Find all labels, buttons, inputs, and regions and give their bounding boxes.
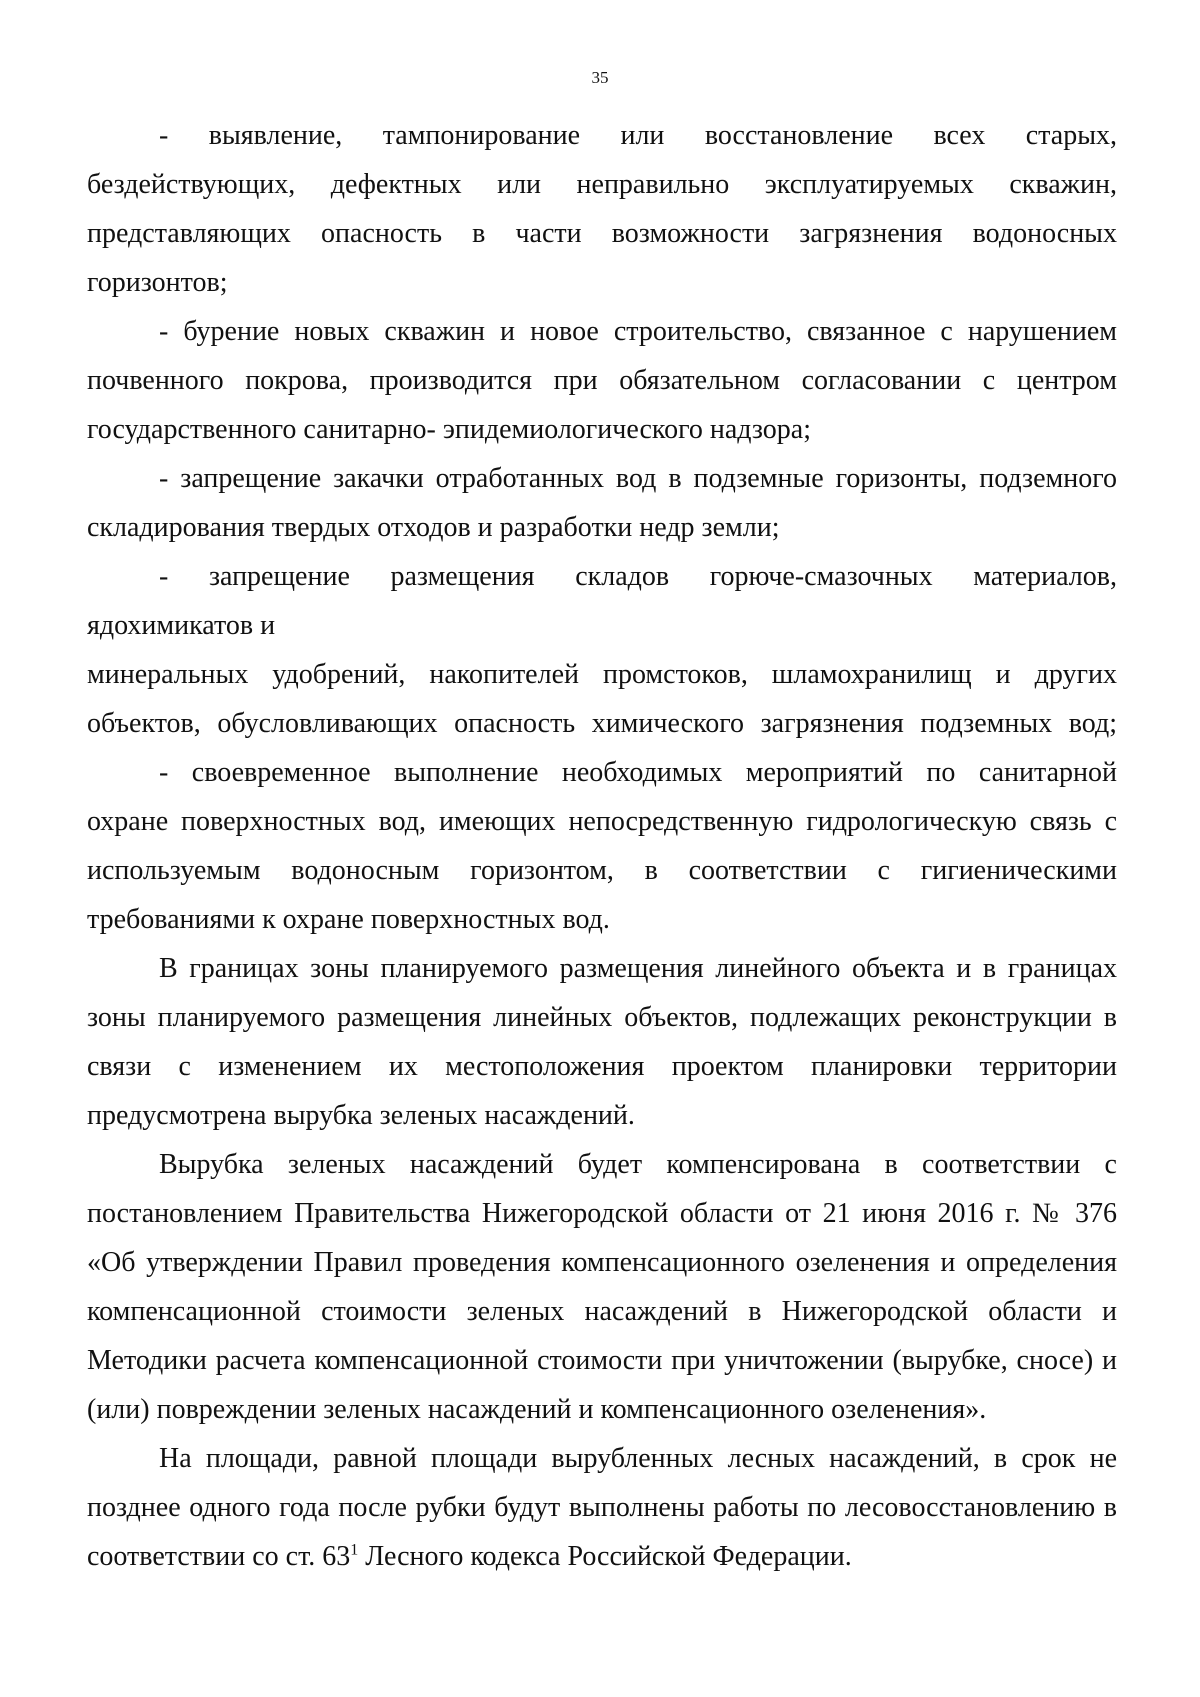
text-fragment: Лесного кодекса Российской Федерации. xyxy=(358,1541,852,1572)
text-line: почвенного покрова, производится при обязательном согласовании с центром xyxy=(87,365,1117,396)
text-line: минеральных удобрений, накопителей промстоков, шламохранилищ и других xyxy=(87,659,1117,690)
text-line: охране поверхностных вод, имеющих непосредственную гидрологическую связь с xyxy=(87,806,1117,837)
text-line: горизонтов; xyxy=(87,267,228,298)
text-line: зоны планируемого размещения линейных объектов, подлежащих реконструкции в xyxy=(87,1002,1117,1033)
text-line: бездействующих, дефектных или неправильно эксплуатируемых скважин, xyxy=(87,169,1117,200)
text-line: складирования твердых отходов и разработки недр земли; xyxy=(87,512,780,543)
page-number: 35 xyxy=(591,68,609,87)
text-line: предусмотрена вырубка зеленых насаждений. xyxy=(87,1100,635,1131)
text-fragment: соответствии со ст. 63 xyxy=(87,1541,351,1572)
text-line: - выявление, тампонирование или восстановление всех старых, xyxy=(159,120,1117,151)
text-line: государственного санитарно- эпидемиологического надзора; xyxy=(87,414,811,445)
superscript-number: 1 xyxy=(350,1541,359,1559)
text-line: представляющих опасность в части возможности загрязнения водоносных xyxy=(87,218,1117,249)
text-line: (или) повреждении зеленых насаждений и компенсационного озеленения». xyxy=(87,1394,987,1425)
text-line: объектов, обусловливающих опасность химического загрязнения подземных вод; xyxy=(87,708,1117,739)
text-line: позднее одного года после рубки будут выполнены работы по лесовосстановлению в xyxy=(87,1492,1117,1523)
text-line: На площади, равной площади вырубленных лесных насаждений, в срок не xyxy=(159,1443,1117,1474)
text-line: Вырубка зеленых насаждений будет компенсирована в соответствии с xyxy=(159,1149,1117,1180)
document-body xyxy=(87,111,1117,1581)
text-line: - своевременное выполнение необходимых мероприятий по санитарной xyxy=(159,757,1117,788)
text-line: постановлением Правительства Нижегородской области от 21 июня 2016 г. № 376 xyxy=(87,1198,1117,1229)
text-line: Методики расчета компенсационной стоимости при уничтожении (вырубке, сносе) и xyxy=(87,1345,1117,1376)
text-line: «Об утверждении Правил проведения компенсационного озеленения и определения xyxy=(87,1247,1117,1278)
text-line: - бурение новых скважин и новое строительство, связанное с нарушением xyxy=(159,316,1117,347)
text-line: связи с изменением их местоположения проектом планировки территории xyxy=(87,1051,1117,1082)
text-line-with-footnote xyxy=(87,1532,1117,1581)
text-line: ядохимикатов и xyxy=(87,610,276,641)
text-line: - запрещение закачки отработанных вод в подземные горизонты, подземного xyxy=(159,463,1117,494)
text-line: - запрещение размещения складов горюче-смазочных материалов, xyxy=(159,561,1117,592)
text-line: используемым водоносным горизонтом, в соответствии с гигиеническими xyxy=(87,855,1117,886)
text-line: требованиями к охране поверхностных вод. xyxy=(87,904,610,935)
text-line: компенсационной стоимости зеленых насаждений в Нижегородской области и xyxy=(87,1296,1117,1327)
text-line: В границах зоны планируемого размещения линейного объекта и в границах xyxy=(159,953,1117,984)
